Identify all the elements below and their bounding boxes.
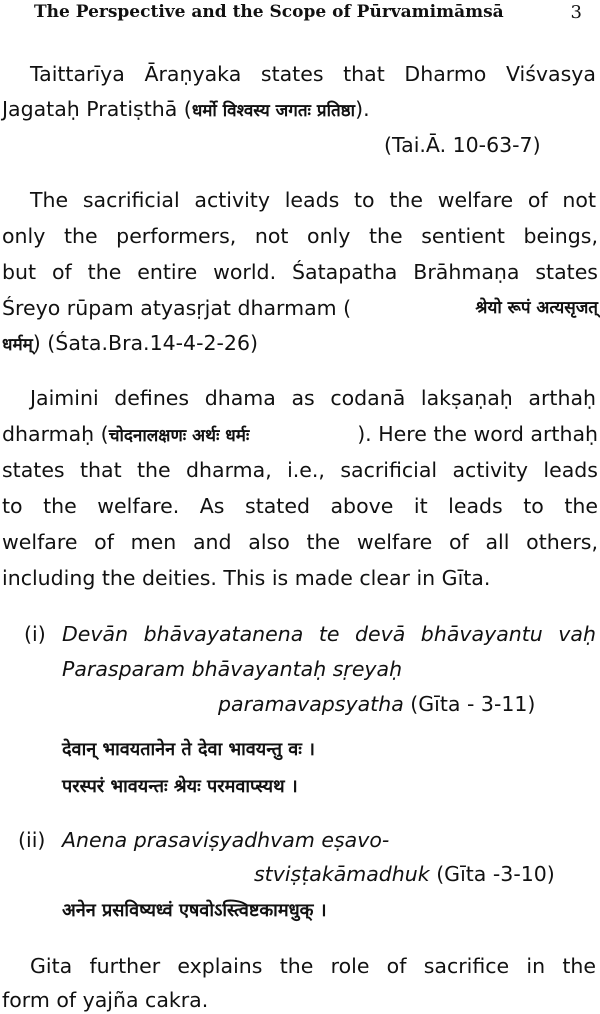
quote-2-devanagari-1: अनेन प्रसविष्यध्वं एषवोऽस्त्विष्टकामधुक् । bbox=[62, 900, 327, 921]
paragraph-2-line-4 bbox=[2, 294, 598, 322]
paragraph-3-line-2 bbox=[2, 420, 598, 450]
quote-2-marker: (ii) bbox=[18, 828, 46, 852]
quote-1-devanagari-1: देवान् भावयतानेन ते देवा भावयन्तु वः । bbox=[62, 739, 316, 760]
quote-2-citation: (Gīta -3-10) bbox=[429, 862, 555, 886]
paragraph-4-line-2: form of yajña cakra. bbox=[2, 988, 209, 1012]
quote-1-line-1: Devān bhāvayatanena te devā bhāvayantu vaḥ bbox=[62, 622, 596, 646]
paragraph-3-line-5: welfare of men and also the welfare of all others, bbox=[2, 530, 598, 554]
quote-2-line-1: Anena prasaviṣyadhvam eṣavo- bbox=[62, 828, 390, 852]
paragraph-3-line-2-end: ). Here the word arthaḥ bbox=[357, 422, 598, 446]
paragraph-1-devanagari: धर्मो विश्वस्य जगतः प्रतिष्ठा bbox=[191, 101, 356, 121]
running-header bbox=[34, 2, 590, 26]
paragraph-3-line-4: to the welfare. As stated above it leads to the bbox=[2, 494, 598, 518]
paragraph-2-line-1: The sacrificial activity leads to the welfare of not bbox=[30, 188, 596, 212]
running-header-title: The Perspective and the Scope of Pūrvamimāmsā bbox=[34, 2, 504, 22]
quote-2-line-2 bbox=[254, 860, 555, 888]
page-number: 3 bbox=[570, 2, 582, 23]
quote-1-line-3-text: paramavapsyatha bbox=[218, 692, 404, 716]
paragraph-2-line-3: but of the entire world. Śatapatha Brāhmaṇa states bbox=[2, 260, 598, 284]
paragraph-2-line-2: only the performers, not only the sentient beings, bbox=[2, 224, 598, 248]
paragraph-3-line-2-text: dharmaḥ ( bbox=[2, 422, 109, 446]
paragraph-1-line-1: Taittarīya Āraṇyaka states that Dharmo Viśvasya bbox=[30, 62, 596, 86]
paragraph-3-line-1: Jaimini defines dhama as codanā lakṣaṇaḥ arthaḥ bbox=[30, 386, 596, 410]
paragraph-1-citation: (Tai.Ā. 10-63-7) bbox=[384, 133, 541, 157]
paragraph-2-line-4-text: Śreyo rūpam atyasṛjat dharmam ( bbox=[2, 296, 352, 320]
paragraph-2-devanagari-2: धर्मम् bbox=[2, 335, 33, 355]
paragraph-2-devanagari-1: श्रेयो रूपं अत्यसृजत् bbox=[475, 298, 598, 318]
quote-1-citation: (Gīta - 3-11) bbox=[403, 692, 536, 716]
paragraph-4-line-1: Gita further explains the role of sacrifice in the bbox=[30, 954, 596, 978]
quote-1-devanagari-2: परस्परं भावयन्तः श्रेयः परमवाप्स्यथ । bbox=[62, 776, 298, 797]
paragraph-2-line-5-text: ) (Śata.Bra.14-4-2-26) bbox=[32, 331, 259, 355]
paragraph-3-line-6: including the deities. This is made clear in Gīta. bbox=[2, 566, 491, 590]
paragraph-1-line-2-text: Jagataḥ Pratiṣthā ( bbox=[2, 97, 192, 121]
quote-2-line-2-text: stviṣṭakāmadhuk bbox=[254, 862, 430, 886]
paragraph-2-line-5 bbox=[2, 329, 258, 359]
quote-1-line-3 bbox=[218, 690, 535, 718]
paragraph-3-line-3: states that the dharma, i.e., sacrificial activity leads bbox=[2, 458, 598, 482]
paragraph-1-line-2 bbox=[2, 95, 370, 125]
paragraph-3-devanagari: चोदनालक्षणः अर्थः धर्मः bbox=[108, 426, 250, 446]
quote-1-line-2: Parasparam bhāvayantaḥ sṛeyaḥ bbox=[62, 657, 403, 681]
quote-1-marker: (i) bbox=[24, 622, 46, 646]
paragraph-1-line-2-end: ). bbox=[355, 97, 370, 121]
